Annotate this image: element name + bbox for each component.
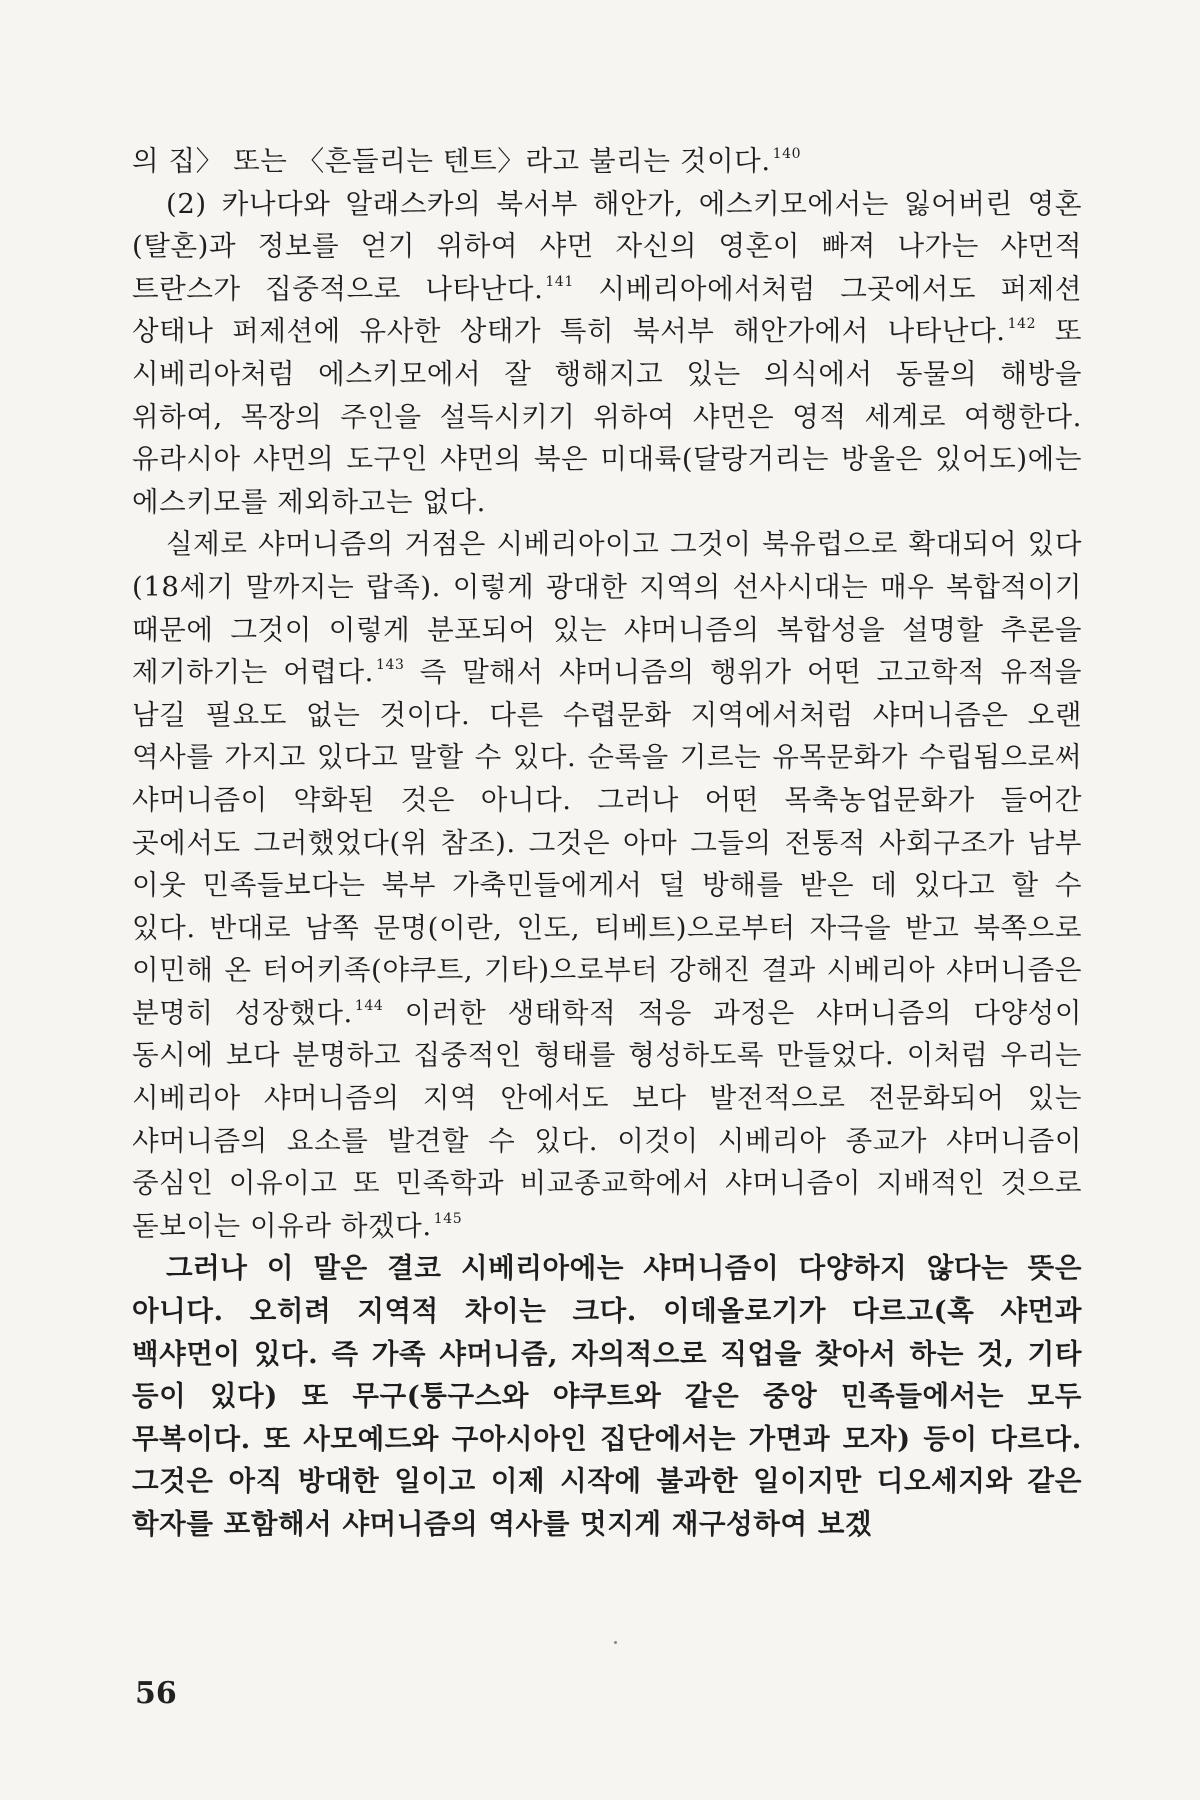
paragraph-text: 그러나 이 말은 결코 시베리아에는 샤머니즘이 다양하지 않다는 뜻은 아니다. 오히려 지역적 차이는 크다. 이데올로기가 다르고(혹 샤먼과 백샤먼이 있다. 즉 가족 샤머니즘, 자의적으로 직업을 찾아서 하는 것, 기타 등이 있다) 또 무구(퉁구스와 야쿠트와 같은 중앙 민족들에서는 모두 무복이다. 또 사모예드와 구아시아인 집단에서는 가면과 모자) 등이 다르다. 그것은 아직 방대한 일이고 이제 시작에 불과한 일이지만 디오세지와 같은 학자를 포함해서 샤머니즘의 역사를 멋지게 재구성하여 보겠 (132, 1252, 1082, 1540)
paragraph-text: 시베리아에서처럼 그곳에서도 퍼제션 상태나 퍼제션에 유사한 상태가 특히 북서부 해안가에서 나타난다. (132, 272, 1082, 348)
footnote-ref-142: 142 (1007, 316, 1037, 333)
footnote-ref-145: 145 (433, 1210, 463, 1227)
footnote-ref-141: 141 (545, 273, 574, 290)
paragraph-4 (132, 1247, 1082, 1545)
paragraph-3 (132, 523, 1082, 1247)
scan-speck (614, 1641, 617, 1644)
paragraph-text: (2) 카나다와 알래스카의 북서부 해안가, 에스키모에서는 잃어버린 영혼(탈혼)과 정보를 얻기 위하여 샤먼 자신의 영혼이 빠져 나가는 샤먼적 트란스가 집중적으로 나타난다. (132, 187, 1082, 305)
paragraph-text: 실제로 샤머니즘의 거점은 시베리아이고 그것이 북유럽으로 확대되어 있다(18세기 말까지는 랍족). 이렇게 광대한 지역의 선사시대는 매우 복합적이기 때문에 그것이 이렇게 분포되어 있는 샤머니즘의 복합성을 설명할 추론을 제기하기는 어렵다. (132, 528, 1082, 689)
footnote-ref-140: 140 (772, 146, 802, 162)
paragraph-text: 이러한 생태학적 적응 과정은 샤머니즘의 다양성이 동시에 보다 분명하고 집중적인 형태를 형성하도록 만들었다. 이처럼 우리는 시베리아 샤머니즘의 지역 안에서도 보다 발전적으로 전문화되어 있는 샤머니즘의 요소를 발견할 수 있다. 이것이 시베리아 종교가 샤머니즘이 중심인 이유이고 또 민족학과 비교종교학에서 샤머니즘이 지배적인 것으로 돋보이는 이유라 하겠다. (132, 996, 1082, 1242)
paragraph-text: 즉 말해서 샤머니즘의 행위가 어떤 고고학적 유적을 남길 필요도 없는 것이다. 다른 수렵문화 지역에서처럼 샤머니즘은 오랜 역사를 가지고 있다고 말할 수 있다. 순록을 기르는 유목문화가 수립됨으로써 샤머니즘이 약화된 것은 아니다. 그러나 어떤 목축농업문화가 들어간 곳에서도 그러했었다(위 참조). 그것은 아마 그들의 전통적 사회구조가 남부 이웃 민족들보다는 북부 가축민들에게서 덜 방해를 받은 데 있다고 할 수 있다. 반대로 남쪽 문명(이란, 인도, 티베트)으로부터 자극을 받고 북쪽으로 이민해 온 터어키족(야쿠트, 기타)으로부터 강해진 결과 시베리아 샤머니즘은 분명히 성장했다. (132, 656, 1082, 1029)
paragraph-2 (132, 183, 1082, 524)
paragraph-text: 또 시베리아처럼 에스키모에서 잘 행해지고 있는 의식에서 동물의 해방을 위하여, 목장의 주인을 설득시키기 위하여 샤먼은 영적 세계로 여행한다. 유라시아 샤먼의 도구인 샤먼의 북은 미대륙(달랑거리는 방울은 있어도)에는 에스키모를 제외하고는 없다. (132, 315, 1082, 518)
paragraph-1 (132, 140, 1082, 183)
body-text (132, 140, 1082, 1546)
page-number: 56 (135, 1676, 177, 1711)
footnote-ref-143: 143 (375, 657, 405, 674)
footnote-ref-144: 144 (354, 997, 384, 1014)
paragraph-text: 의 집〉 또는 〈흔들리는 텐트〉라고 불리는 것이다. (132, 145, 771, 177)
